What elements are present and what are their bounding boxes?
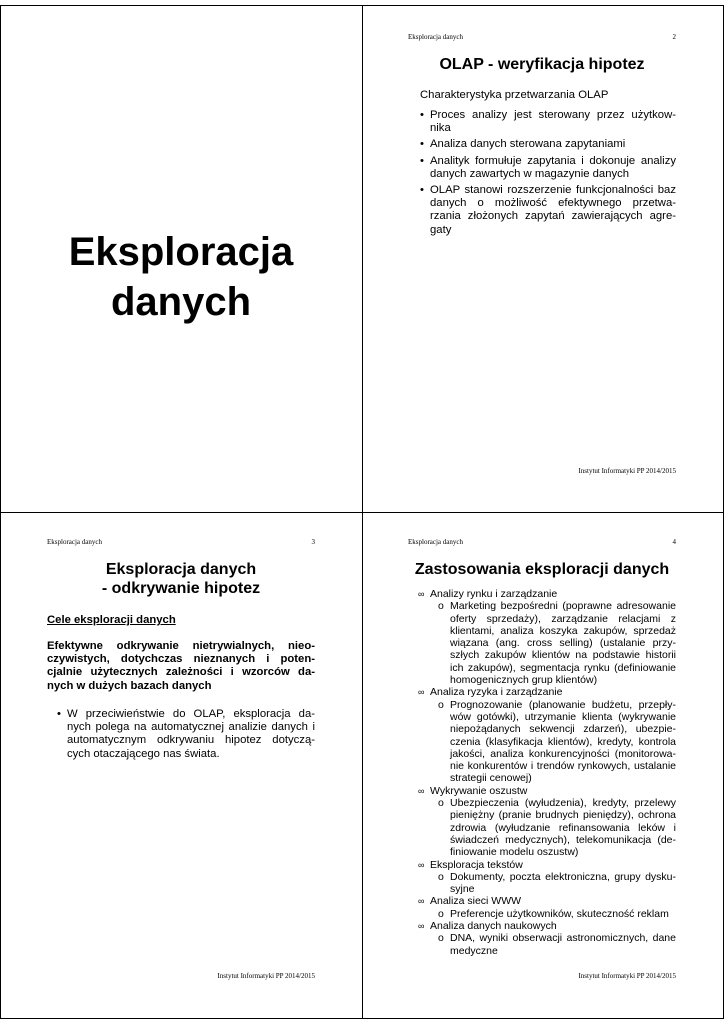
list-item: ∞ Analiza ryzyka i zarządzanie — [418, 686, 676, 698]
bullet-list — [57, 708, 315, 764]
horizontal-divider — [0, 512, 724, 513]
list-item: ∞ Eksploracja tekstów — [418, 859, 676, 871]
list-item: • Analityk formułuje zapytania i dokonuje analizy danych zawartych w magazynie danych — [420, 155, 676, 181]
slide-title-line2: - odkrywanie hipotez — [101, 580, 261, 597]
header-text: Eksploracja danych — [408, 33, 464, 41]
list-item: ∞ Wykrywanie oszustw — [418, 785, 676, 797]
slide-title-line1: Eksploracja — [68, 230, 294, 274]
slide-footer: Instytut Informatyki PP 2014/2015 — [578, 972, 676, 980]
slide-subtitle: Charakterystyka przetwarzania OLAP — [420, 89, 609, 101]
list-item: • OLAP stanowi rozszerzenie funkcjonalności baz danych o możliwość efektywnego przetwa- rzania złożonych zapytań zawierających agre- gaty — [420, 184, 676, 237]
list-subitem: o DNA, wyniki obserwacji astronomicznych, dane medyczne — [418, 932, 676, 957]
slide-1 — [0, 5, 362, 512]
list-subitem: o Ubezpieczenia (wyłudzenia), kredyty, przelewy pieniężny (pranie brudnych pieniędzy), ochrona zdrowia (wyłudzanie refinansowania leków i świadczeń medycznych), telekomunikacja (de- finiowanie modelu oszustw) — [418, 797, 676, 858]
page-number: 3 — [311, 538, 315, 546]
page-number: 4 — [672, 538, 676, 546]
slide-3 — [47, 538, 315, 986]
slide-4 — [408, 538, 676, 986]
list-subitem: o Prognozowanie (planowanie budżetu, przepły- wów gotówki), utrzymanie klienta (wykrywanie niepożądanych sekwencji zdarzeń), ubezpie- czenia (klasyfikacja klientów), kredyty, kontrola jakości, analiza konkurencyjności (monitorowa- nie konkurentów i trendów rynkowych, ustalanie strategii cenowej) — [418, 699, 676, 785]
slide-footer: Instytut Informatyki PP 2014/2015 — [578, 467, 676, 475]
slide-title: OLAP - weryfikacja hipotez — [439, 56, 645, 73]
slide-title-line1: Eksploracja danych — [105, 561, 257, 578]
list-item: • Analiza danych sterowana zapytaniami — [420, 138, 676, 151]
slide-header — [408, 538, 676, 546]
list-subitem: o Dokumenty, poczta elektroniczna, grupy dysku- syjne — [418, 871, 676, 896]
list-item: • Proces analizy jest sterowany przez użytkow- nika — [420, 109, 676, 135]
slide-header — [408, 33, 676, 41]
list-subitem: o Marketing bezpośredni (poprawne adresowanie oferty sprzedaży), zarządzanie relacjami z klientami, analiza koszyka zakupów, sprzedaż wiązana (ang. cross selling) (ustalanie przy- szłych zakupów klientów na podstawie historii ich zakupów), segmentacja rynku (definiowanie homogenicznych grup klientów) — [418, 600, 676, 686]
list-item: ∞ Analiza sieci WWW — [418, 895, 676, 907]
slide-title: Zastosowania eksploracji danych — [414, 561, 670, 578]
list-item: • W przeciwieństwie do OLAP, eksploracja da- nych polega na automatycznej analizie danych i automatycznym odkrywaniu hipotez dotyczą- cych otaczającego nas świata. — [57, 708, 315, 761]
applications-list — [418, 588, 676, 957]
list-subitem: o Preferencje użytkowników, skuteczność reklam — [418, 908, 676, 920]
header-text: Eksploracja danych — [408, 538, 464, 546]
slide-title-line2: danych — [110, 280, 252, 324]
header-text: Eksploracja danych — [47, 538, 103, 546]
page-number: 2 — [672, 33, 676, 41]
bullet-list — [420, 109, 676, 240]
list-item: ∞ Analizy rynku i zarządzanie — [418, 588, 676, 600]
goals-text: Efektywne odkrywanie nietrywialnych, nieo- czywistych, dotychczas nieznanych i poten- cjalnie użytecznych zależności i wzorców da- nych w dużych bazach danych — [47, 640, 315, 692]
slide-footer: Instytut Informatyki PP 2014/2015 — [217, 972, 315, 980]
slide-header — [47, 538, 315, 546]
slide-2 — [408, 33, 676, 481]
list-item: ∞ Analiza danych naukowych — [418, 920, 676, 932]
goals-heading: Cele eksploracji danych — [47, 614, 176, 626]
